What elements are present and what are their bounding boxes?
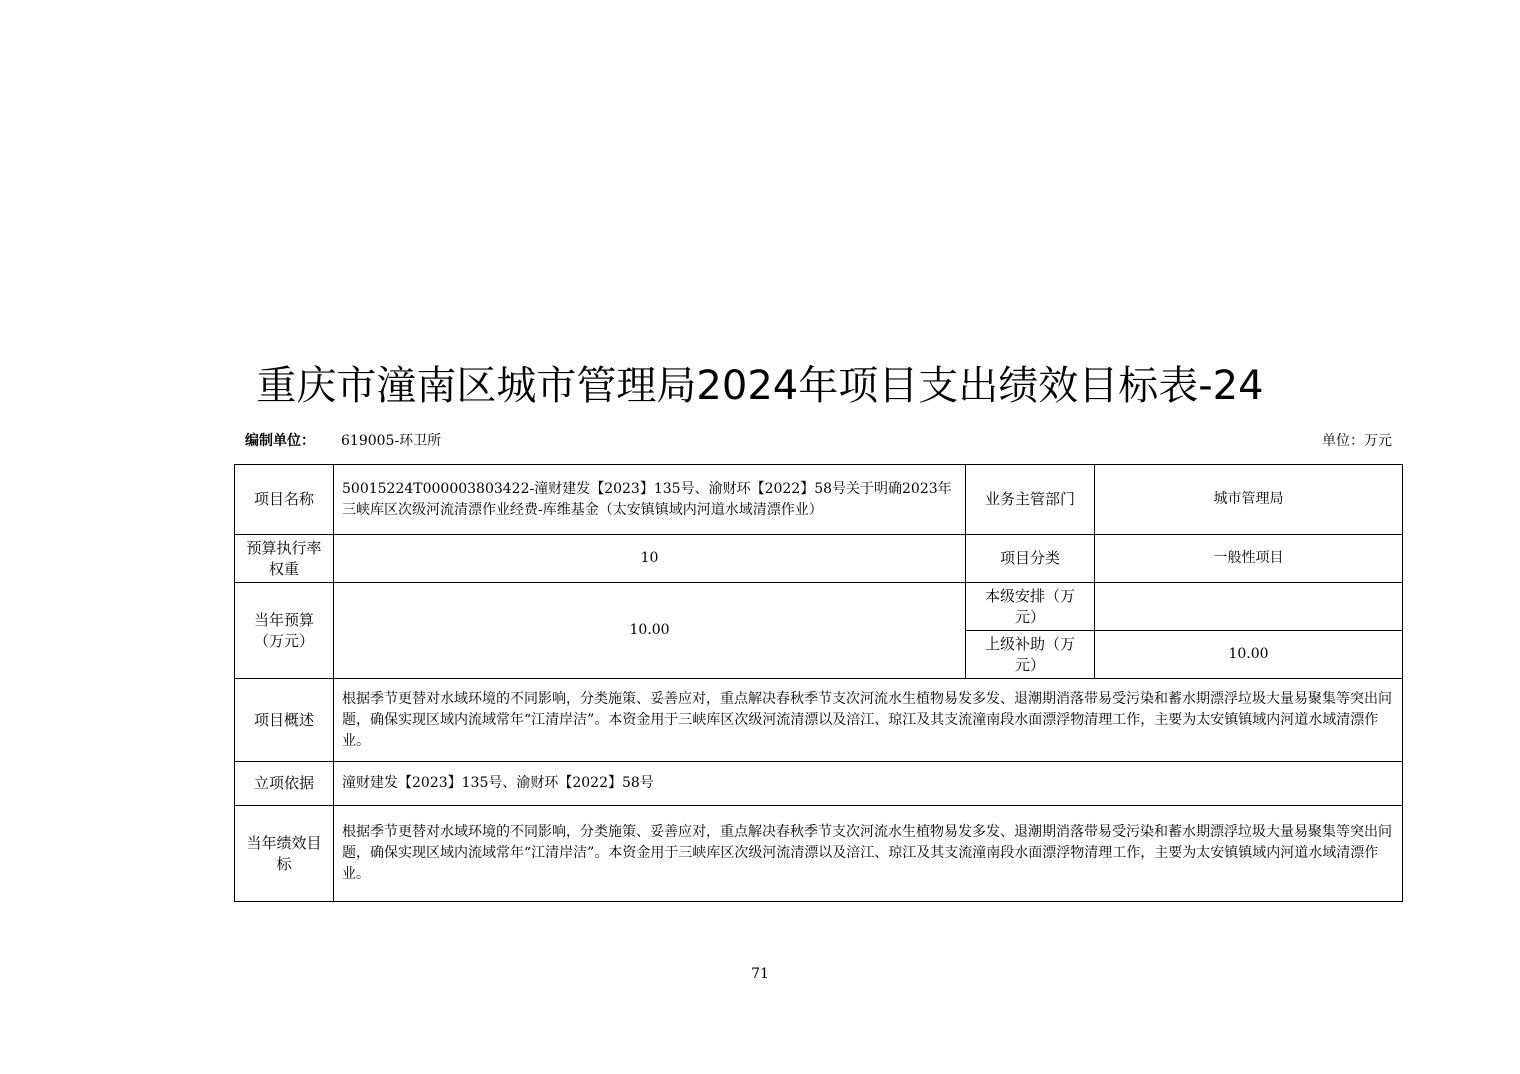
category-label: 项目分类	[966, 535, 1095, 583]
dept-label: 业务主管部门	[966, 465, 1095, 535]
compiling-unit-value: 619005-环卫所	[341, 433, 442, 449]
local-value	[1095, 583, 1403, 631]
overview-label: 项目概述	[235, 679, 334, 762]
meta-row	[245, 430, 1392, 452]
upper-label: 上级补助（万元）	[966, 631, 1095, 679]
page-title: 重庆市潼南区城市管理局2024年项目支出绩效目标表-24	[256, 363, 1264, 409]
table-row	[235, 806, 1403, 902]
budget-label: 当年预算（万元）	[235, 583, 334, 679]
currency-unit: 单位：万元	[1322, 433, 1392, 449]
upper-value: 10.00	[1095, 631, 1403, 679]
weight-label: 预算执行率权重	[235, 535, 334, 583]
compiling-unit-label: 编制单位：	[245, 433, 315, 449]
performance-target-table	[234, 464, 1403, 902]
basis-value: 潼财建发【2023】135号、渝财环【2022】58号	[334, 762, 1403, 806]
basis-label: 立项依据	[235, 762, 334, 806]
table-row	[235, 762, 1403, 806]
project-name-label: 项目名称	[235, 465, 334, 535]
budget-value: 10.00	[334, 583, 966, 679]
goal-value: 根据季节更替对水域环境的不同影响，分类施策、妥善应对，重点解决春秋季节支次河流水生植物易发多发、退潮期消落带易受污染和蓄水期漂浮垃圾大量易聚集等突出问题，确保实现区域内流域常年“江清岸洁”。本资金用于三峡库区次级河流清漂以及涪江、琼江及其支流潼南段水面漂浮物清理工作，主要为太安镇镇域内河道水域清漂作业。	[334, 806, 1403, 902]
weight-value: 10	[334, 535, 966, 583]
table-row	[235, 679, 1403, 762]
overview-value: 根据季节更替对水域环境的不同影响，分类施策、妥善应对，重点解决春秋季节支次河流水生植物易发多发、退潮期消落带易受污染和蓄水期漂浮垃圾大量易聚集等突出问题，确保实现区域内流域常年“江清岸洁”。本资金用于三峡库区次级河流清漂以及涪江、琼江及其支流潼南段水面漂浮物清理工作，主要为太安镇镇域内河道水域清漂作业。	[334, 679, 1403, 762]
table-row	[235, 583, 1403, 631]
project-name-value: 50015224T000003803422-潼财建发【2023】135号、渝财环【2022】58号关于明确2023年三峡库区次级河流清漂作业经费-库维基金（太安镇镇域内河道水域清漂作业）	[334, 465, 966, 535]
compiling-unit	[245, 430, 441, 452]
goal-label: 当年绩效目标	[235, 806, 334, 902]
table-row	[235, 535, 1403, 583]
category-value: 一般性项目	[1095, 535, 1403, 583]
dept-value: 城市管理局	[1095, 465, 1403, 535]
page-number: 71	[751, 966, 769, 982]
local-label: 本级安排（万元）	[966, 583, 1095, 631]
table-row	[235, 465, 1403, 535]
